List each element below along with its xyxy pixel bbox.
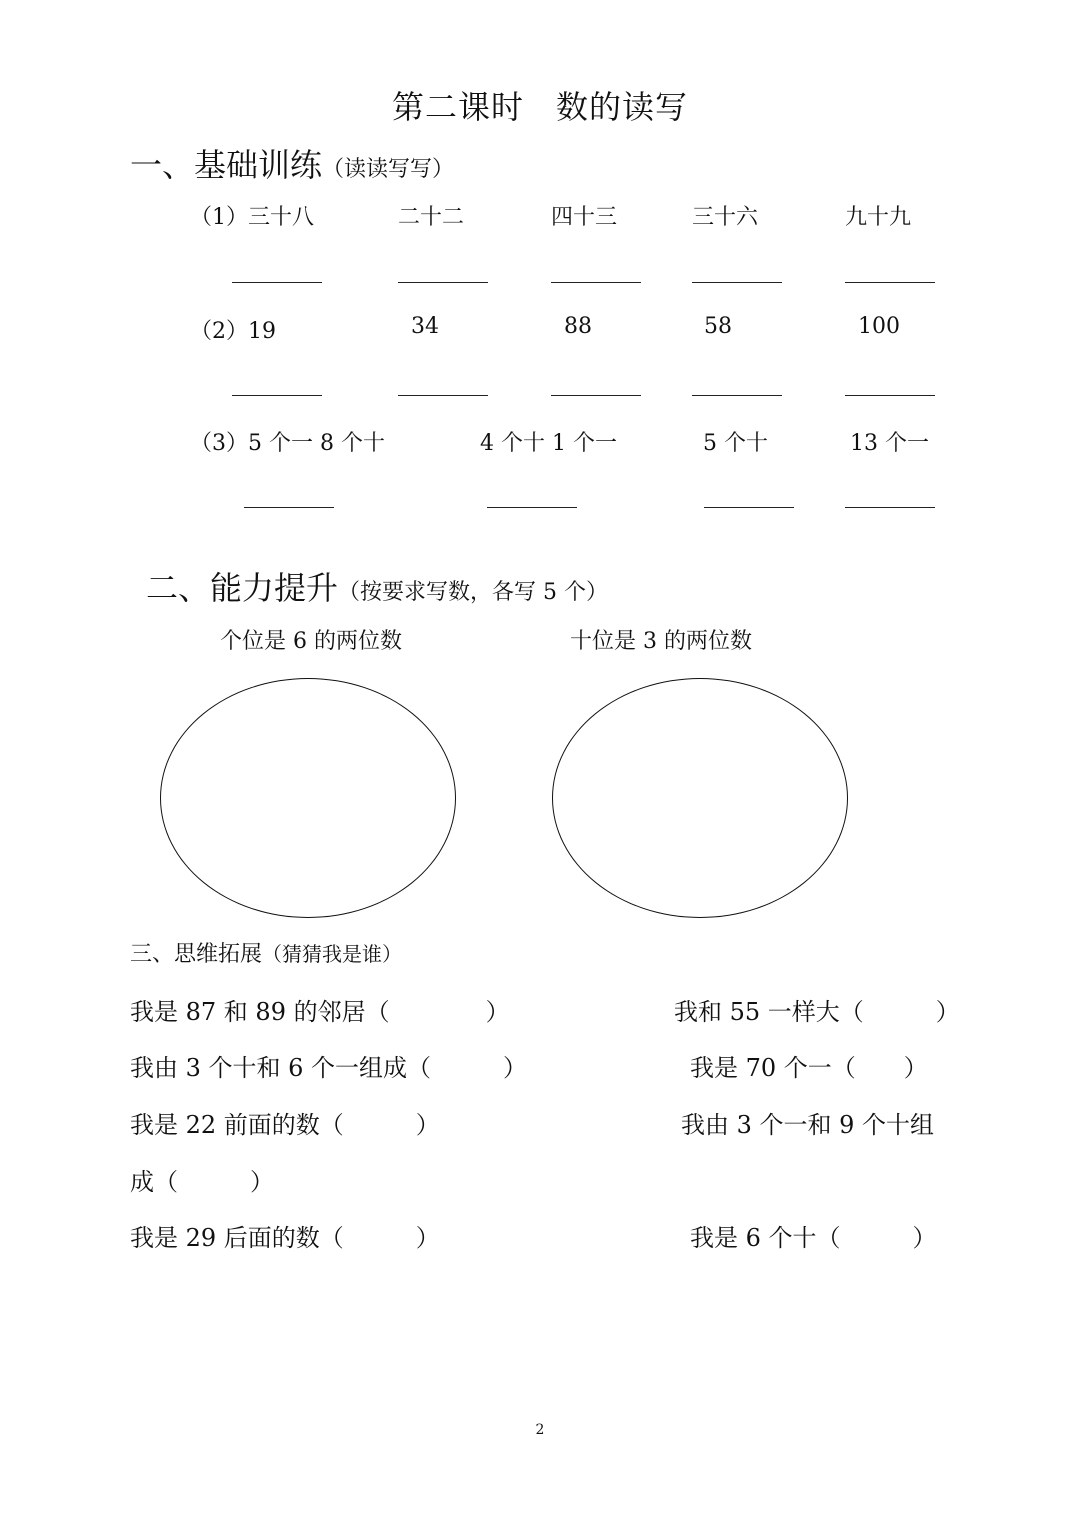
section1-note: （读读写写） — [322, 157, 455, 182]
row2-answer-line-1[interactable] — [232, 395, 322, 396]
question-6-line-1: 我由 3 个一和 9 个十组 — [681, 1111, 935, 1139]
row2-item-1 — [190, 314, 276, 345]
row1-answer-line-5[interactable] — [845, 282, 935, 283]
row1-prefix: （1） — [190, 205, 248, 230]
row2-text-1: 19 — [248, 319, 276, 344]
question-5: 我是 22 前面的数（ ） — [130, 1111, 440, 1139]
row2-answer-line-2[interactable] — [398, 395, 488, 396]
row1-item-1 — [190, 200, 314, 231]
row1-answer-line-4[interactable] — [692, 282, 782, 283]
question-8: 我是 6 个十（ ） — [690, 1224, 937, 1252]
row1-answer-line-3[interactable] — [551, 282, 641, 283]
section1-heading — [130, 140, 454, 186]
answer-circle-ones-6[interactable] — [160, 678, 456, 918]
question-6-line-2: 成（ ） — [130, 1168, 274, 1196]
row1-answer-line-1[interactable] — [232, 282, 322, 283]
row3-answer-line-2[interactable] — [487, 507, 577, 508]
row3-item-1 — [190, 426, 385, 457]
section2-note: （按要求写数，各写 5 个） — [338, 580, 608, 605]
row1-item-5: 九十九 — [845, 205, 912, 230]
row3-answer-line-3[interactable] — [704, 507, 794, 508]
row1-item-3: 四十三 — [551, 205, 618, 230]
section3-heading — [130, 937, 402, 968]
row3-prefix: （3） — [190, 431, 248, 456]
row1-item-2: 二十二 — [398, 205, 465, 230]
answer-circle-tens-3[interactable] — [552, 678, 848, 918]
question-2: 我和 55 一样大（ ） — [674, 998, 960, 1026]
question-4: 我是 70 个一（ ） — [690, 1054, 928, 1082]
circle1-label: 个位是 6 的两位数 — [220, 629, 402, 654]
row2-item-3: 88 — [564, 314, 592, 339]
page-number: 2 — [535, 1422, 545, 1438]
circle2-label: 十位是 3 的两位数 — [570, 629, 752, 654]
section3-note: （猜猜我是谁） — [262, 942, 403, 966]
row3-answer-line-4[interactable] — [845, 507, 935, 508]
row3-answer-line-1[interactable] — [244, 507, 334, 508]
row3-text-1: 5 个一 8 个十 — [248, 431, 385, 456]
row2-prefix: （2） — [190, 319, 248, 344]
row3-item-4: 13 个一 — [850, 431, 929, 456]
question-1: 我是 87 和 89 的邻居（ ） — [130, 998, 510, 1026]
row2-item-4: 58 — [704, 314, 732, 339]
section2-heading — [146, 563, 608, 609]
row2-answer-line-5[interactable] — [845, 395, 935, 396]
title-topic: 数的读写 — [556, 88, 689, 126]
page-title — [0, 82, 1080, 128]
section1-title: 一、基础训练 — [130, 146, 323, 184]
row1-answer-line-2[interactable] — [398, 282, 488, 283]
question-3: 我由 3 个十和 6 个一组成（ ） — [130, 1054, 528, 1082]
row3-item-2: 4 个十 1 个一 — [480, 431, 617, 456]
row2-item-5: 100 — [858, 314, 900, 339]
row3-item-3: 5 个十 — [703, 431, 768, 456]
row2-answer-line-4[interactable] — [692, 395, 782, 396]
section3-title: 三、思维拓展 — [130, 942, 263, 967]
section2-title: 二、能力提升 — [146, 569, 339, 607]
row1-text-1: 三十八 — [248, 205, 315, 230]
question-7: 我是 29 后面的数（ ） — [130, 1224, 440, 1252]
row2-answer-line-3[interactable] — [551, 395, 641, 396]
row1-item-4: 三十六 — [692, 205, 759, 230]
title-lesson: 第二课时 — [391, 88, 524, 126]
row2-item-2: 34 — [411, 314, 439, 339]
